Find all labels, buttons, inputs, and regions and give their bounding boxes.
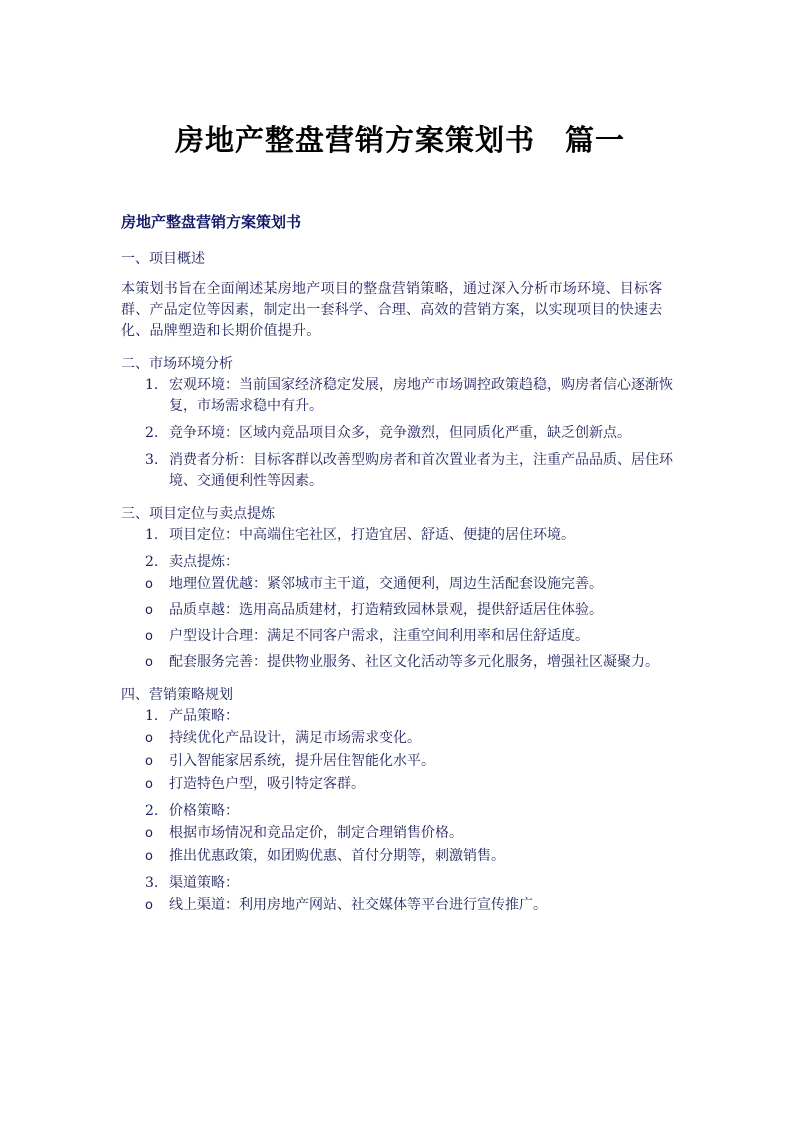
sub-list-item xyxy=(121,823,681,844)
bullet-icon: o xyxy=(145,655,153,670)
sub-list-item-text: 推出优惠政策，如团购优惠、首付分期等，刺激销售。 xyxy=(169,848,505,864)
bullet-icon: o xyxy=(145,731,153,746)
list-number: 2. xyxy=(145,554,159,570)
sub-list-item-text: 品质卓越：选用高品质建材，打造精致园林景观，提供舒适居住体验。 xyxy=(169,602,603,618)
sub-list-item xyxy=(121,574,681,595)
list-number: 1. xyxy=(145,527,159,543)
market-list xyxy=(121,375,681,492)
section-heading-market: 二、市场环境分析 xyxy=(121,356,233,372)
list-number: 3. xyxy=(145,875,159,891)
sub-list-item-text: 地理位置优越：紧邻城市主干道，交通便利，周边生活配套设施完善。 xyxy=(169,576,603,592)
sub-list-item xyxy=(121,626,681,647)
sub-list-item xyxy=(121,652,681,673)
list-number: 1. xyxy=(145,377,159,393)
sub-list-item-text: 线上渠道：利用房地产网站、社交媒体等平台进行宣传推广。 xyxy=(169,897,547,913)
document-body xyxy=(121,212,681,916)
product-strategy-list xyxy=(121,728,681,795)
sub-list-item-text: 打造特色户型，吸引特定客群。 xyxy=(169,776,365,792)
list-item xyxy=(121,552,681,673)
sub-list-item xyxy=(121,895,681,916)
sub-list-item xyxy=(121,600,681,621)
document-subtitle: 房地产整盘营销方案策划书 xyxy=(121,213,302,231)
list-item-text: 价格策略： xyxy=(169,803,239,819)
list-item xyxy=(121,423,681,444)
sub-list-item xyxy=(121,751,681,772)
list-number: 3. xyxy=(145,452,159,468)
list-item-text: 产品策略： xyxy=(169,708,239,724)
sub-list-item xyxy=(121,728,681,749)
sub-list-item-text: 根据市场情况和竞品定价，制定合理销售价格。 xyxy=(169,825,463,841)
list-item xyxy=(121,525,681,546)
list-number: 2. xyxy=(145,803,159,819)
list-number: 1. xyxy=(145,708,159,724)
bullet-icon: o xyxy=(145,849,153,864)
selling-points-list xyxy=(121,574,681,673)
sub-list-item xyxy=(121,846,681,867)
list-item-text: 宏观环境：当前国家经济稳定发展，房地产市场调控政策趋稳，购房者信心逐渐恢复，市场需求稳中有升。 xyxy=(169,377,673,414)
section-heading-overview: 一、项目概述 xyxy=(121,251,205,267)
section-paragraph-overview: 本策划书旨在全面阐述某房地产项目的整盘营销策略，通过深入分析市场环境、目标客群、产品定位等因素，制定出一套科学、合理、高效的营销方案，以实现项目的快速去化、品牌塑造和长期价值提升。 xyxy=(121,281,663,339)
list-item-text: 渠道策略： xyxy=(169,875,239,891)
channel-strategy-list xyxy=(121,895,681,916)
title-suffix: 篇一 xyxy=(565,123,626,157)
bullet-icon: o xyxy=(145,629,153,644)
list-item xyxy=(121,706,681,795)
sub-list-item xyxy=(121,774,681,795)
list-item-text: 竞争环境：区域内竞品项目众多，竞争激烈，但同质化严重，缺乏创新点。 xyxy=(169,425,631,441)
bullet-icon: o xyxy=(145,826,153,841)
list-item-text: 卖点提炼： xyxy=(169,554,239,570)
list-item xyxy=(121,873,681,916)
price-strategy-list xyxy=(121,823,681,867)
list-number: 2. xyxy=(145,425,159,441)
list-item xyxy=(121,801,681,867)
section-heading-positioning: 三、项目定位与卖点提炼 xyxy=(121,506,275,522)
bullet-icon: o xyxy=(145,603,153,618)
sub-list-item-text: 配套服务完善：提供物业服务、社区文化活动等多元化服务，增强社区凝聚力。 xyxy=(169,654,659,670)
sub-list-item-text: 持续优化产品设计，满足市场需求变化。 xyxy=(169,730,421,746)
sub-list-item-text: 户型设计合理：满足不同客户需求，注重空间利用率和居住舒适度。 xyxy=(169,628,589,644)
title-main: 房地产整盘营销方案策划书 xyxy=(174,123,535,157)
list-item-text: 消费者分析：目标客群以改善型购房者和首次置业者为主，注重产品品质、居住环境、交通便利性等因素。 xyxy=(169,452,673,489)
sub-list-item-text: 引入智能家居系统，提升居住智能化水平。 xyxy=(169,753,435,769)
document-title xyxy=(0,118,800,159)
list-item xyxy=(121,375,681,417)
list-item-text: 项目定位：中高端住宅社区，打造宜居、舒适、便捷的居住环境。 xyxy=(169,527,575,543)
strategy-list xyxy=(121,706,681,916)
list-item xyxy=(121,450,681,492)
bullet-icon: o xyxy=(145,898,153,913)
bullet-icon: o xyxy=(145,754,153,769)
bullet-icon: o xyxy=(145,777,153,792)
section-heading-strategy: 四、营销策略规划 xyxy=(121,687,233,703)
positioning-list xyxy=(121,525,681,673)
bullet-icon: o xyxy=(145,577,153,592)
